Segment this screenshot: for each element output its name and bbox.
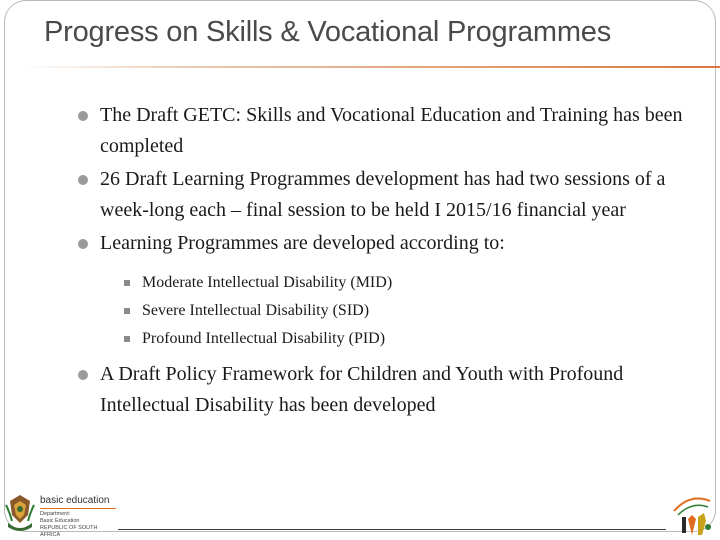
square-bullet-icon: [124, 280, 130, 286]
title-underline: [20, 66, 720, 68]
bullet-text: 26 Draft Learning Programmes development has had two sessions of a week-long each – final session to be held I 2015/16 financial year: [100, 168, 666, 221]
logo-line: REPUBLIC OF SOUTH AFRICA: [40, 525, 98, 538]
bullet-item: [78, 359, 688, 421]
square-bullet-icon: [124, 308, 130, 314]
footer-rule: [118, 529, 666, 530]
sub-bullet-item: [122, 325, 688, 353]
sub-bullet-item: [122, 297, 688, 325]
sub-bullet-text: Profound Intellectual Disability (PID): [142, 330, 386, 347]
bullet-dot-icon: [78, 175, 88, 185]
bullet-text: A Draft Policy Framework for Children and Youth with Profound Intellectual Disability has been developed: [100, 363, 624, 416]
bullet-text: Learning Programmes are developed according to:: [100, 232, 505, 254]
coat-of-arms-icon: [4, 493, 36, 533]
logo-text: [40, 495, 116, 539]
sub-bullet-text: Severe Intellectual Disability (SID): [142, 302, 370, 319]
bullet-item: [78, 228, 688, 353]
logo-title: basic education: [40, 495, 110, 506]
sub-bullet-item: [122, 269, 688, 297]
square-bullet-icon: [124, 336, 130, 342]
sub-bullet-list: [100, 269, 688, 353]
anniversary-emblem-icon: [668, 491, 716, 537]
department-logo: [4, 491, 116, 537]
bullet-item: [78, 100, 688, 162]
bullet-item: [78, 164, 688, 226]
bullet-dot-icon: [78, 239, 88, 249]
logo-accent-bar: [40, 508, 116, 509]
bullet-list: [78, 100, 688, 423]
bullet-dot-icon: [78, 370, 88, 380]
bullet-dot-icon: [78, 111, 88, 121]
bullet-text: The Draft GETC: Skills and Vocational Education and Training has been completed: [100, 104, 683, 157]
slide-title: Progress on Skills & Vocational Programmes: [44, 16, 612, 48]
logo-line: Basic Education: [40, 518, 80, 524]
sub-bullet-text: Moderate Intellectual Disability (MID): [142, 274, 393, 291]
logo-line: Department:: [40, 511, 71, 517]
